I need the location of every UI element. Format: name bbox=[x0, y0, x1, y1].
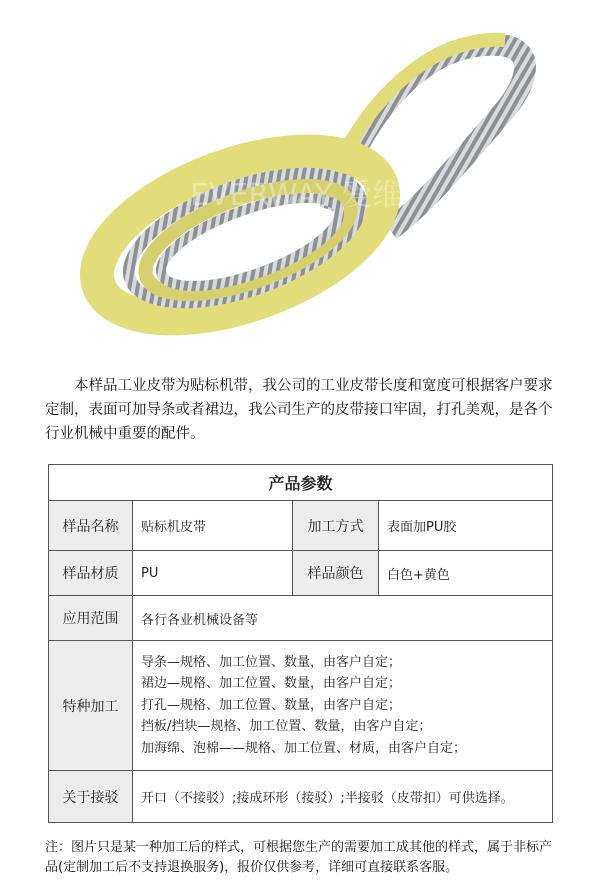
color-value: 白色+黄色 bbox=[379, 551, 553, 596]
process-label: 加工方式 bbox=[293, 501, 379, 551]
color-label: 样品颜色 bbox=[293, 551, 379, 596]
special-item: 打孔—规格、加工位置、数量，由客户自定； bbox=[141, 697, 402, 713]
product-photo-belt bbox=[0, 0, 600, 360]
scope-value: 各行各业机械设备等 bbox=[133, 596, 553, 641]
name-label: 样品名称 bbox=[49, 501, 133, 551]
special-item: 导条—规格、加工位置、数量，由客户自定； bbox=[141, 654, 402, 670]
joint-value: 开口（不接驳）;接成环形（接驳）;半接驳（皮带扣）可供选择。 bbox=[133, 771, 553, 823]
name-value: 贴标机皮带 bbox=[133, 501, 293, 551]
process-value: 表面加PU胶 bbox=[379, 501, 553, 551]
note-text: 注：图片只是某一种加工后的样式，可根据您生产的需要加工成其他的样式，属于非标产品(定制加工后不支持退换服务)，报价仅供参考，详细可直接联系客服。 bbox=[45, 840, 553, 875]
intro-paragraph: 本样品工业皮带为贴标机带，我公司的工业皮带长度和宽度可根据客户要求定制，表面可加导条或者裙边，我公司生产的皮带接口牢固，打孔美观，是各个行业机械中重要的配件。 bbox=[45, 378, 553, 442]
special-item: 裙边—规格、加工位置、数量，由客户自定； bbox=[141, 676, 402, 692]
scope-label: 应用范围 bbox=[49, 596, 133, 641]
table-title: 产品参数 bbox=[49, 465, 553, 501]
special-items bbox=[133, 641, 553, 771]
special-item: 挡板/挡块—规格、加工位置、数量，由客户自定； bbox=[141, 719, 432, 735]
material-label: 样品材质 bbox=[49, 551, 133, 596]
watermark: EVERWAY 爱维 bbox=[190, 178, 403, 213]
special-item: 加海绵、泡棉——规格、加工位置、材质，由客户自定； bbox=[141, 740, 467, 756]
product-parameters-table bbox=[48, 464, 553, 823]
joint-label: 关于接驳 bbox=[49, 771, 133, 823]
material-value: PU bbox=[133, 551, 293, 596]
special-label: 特种加工 bbox=[49, 641, 133, 771]
